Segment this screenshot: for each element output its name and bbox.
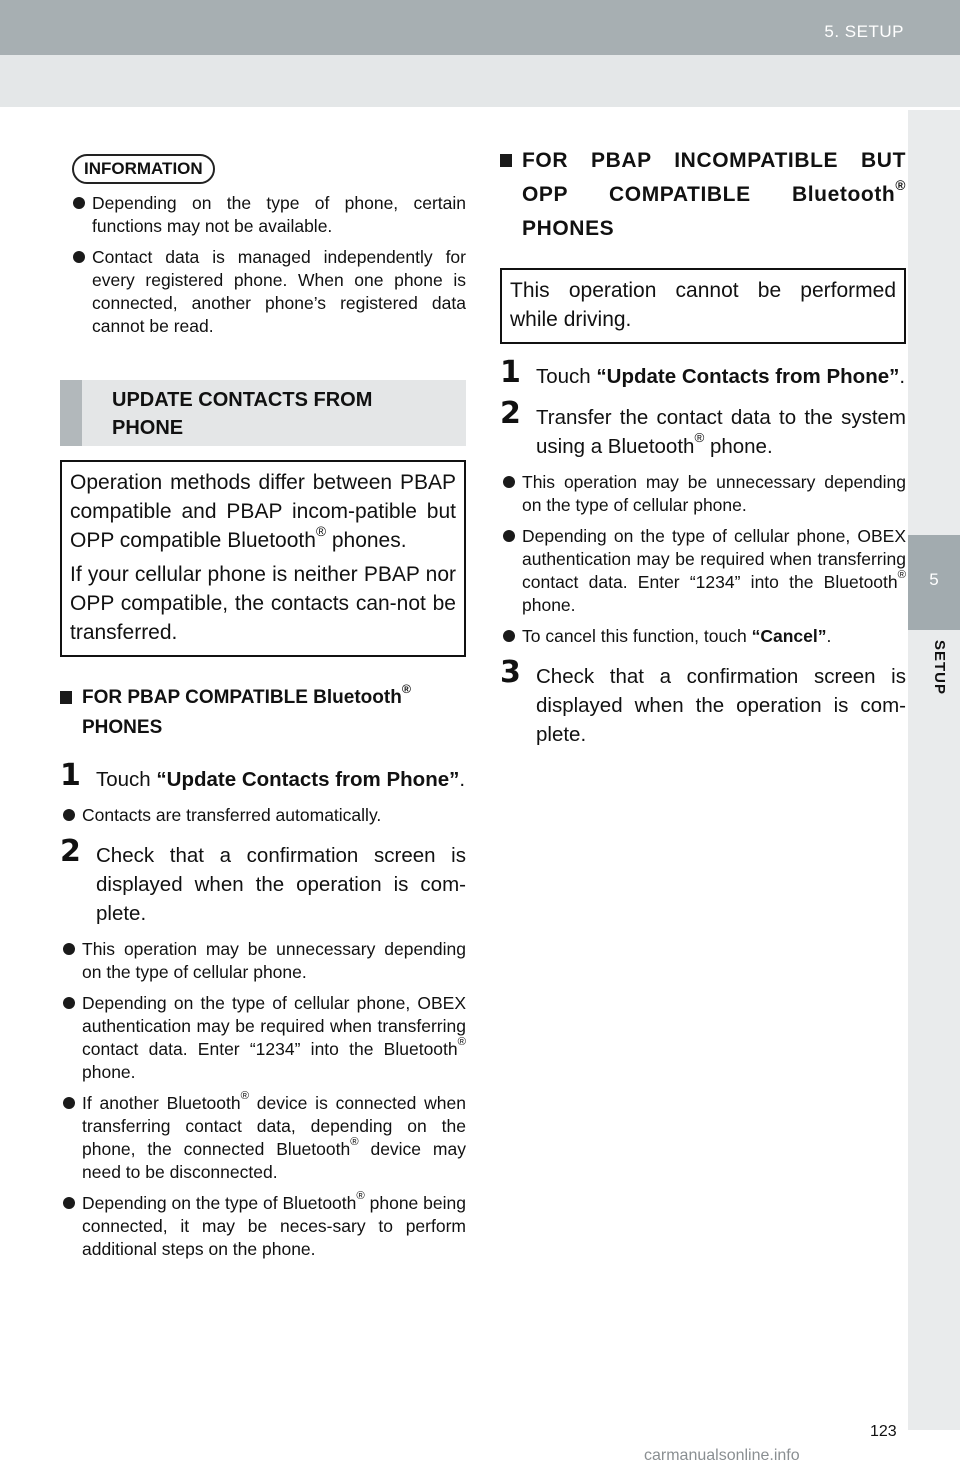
- page-number: 123: [870, 1423, 897, 1440]
- pbap-note: This operation may be unnecessary depending on the type of cellular phone.: [60, 938, 466, 984]
- pbap-step-1: 1 Touch “Update Contacts from Phone”.: [60, 758, 466, 793]
- bullet-icon: [63, 809, 75, 821]
- opp-note: This operation may be unnecessary depending on the type of cellular phone.: [500, 471, 906, 517]
- square-bullet-icon: [500, 154, 512, 167]
- section-heading: [60, 380, 466, 446]
- bullet-icon: [503, 530, 515, 542]
- pbap-step-1-note: Contacts are transferred automatically.: [60, 804, 466, 827]
- bullet-icon: [63, 1097, 75, 1109]
- information-bullet: Depending on the type of phone, certain functions may not be available.: [70, 192, 466, 238]
- step-number: 1: [500, 355, 521, 390]
- opp-step-2: 2 Transfer the contact data to the system using a Bluetooth® phone.: [500, 396, 906, 458]
- information-label: INFORMATION: [72, 154, 215, 184]
- bullet-icon: [503, 476, 515, 488]
- opp-step-1: 1 Touch “Update Contacts from Phone”.: [500, 355, 906, 390]
- warning-box: [500, 268, 906, 344]
- section-title: UPDATE CONTACTS FROM PHONE: [112, 389, 373, 439]
- opp-heading: FOR PBAP INCOMPATIBLE BUT OPP COMPATIBLE Bluetooth® PHONES: [500, 144, 906, 246]
- warning-text: This operation cannot be performed while driving.: [510, 279, 896, 331]
- opp-note: To cancel this function, touch “Cancel”.: [500, 625, 906, 648]
- opp-step-3: 3 Check that a confirmation screen is displayed when the operation is com-plete.: [500, 655, 906, 746]
- chapter-tab-label: SETUP: [931, 640, 948, 696]
- pbap-heading: FOR PBAP COMPATIBLE Bluetooth® PHONES: [60, 683, 466, 743]
- side-strip: [908, 110, 960, 1430]
- bullet-icon: [73, 251, 85, 263]
- step-number: 2: [500, 396, 521, 431]
- square-bullet-icon: [60, 691, 72, 704]
- information-bullet: Contact data is managed independently for every registered phone. When one phone is connected, another phone’s registered data cannot be read.: [70, 246, 466, 338]
- watermark: carmanualsonline.info: [644, 1447, 800, 1464]
- pbap-note: Depending on the type of Bluetooth® phone being connected, it may be neces-sary to perform additional steps on the phone.: [60, 1192, 466, 1261]
- pbap-step-2: 2 Check that a confirmation screen is displayed when the operation is com-plete.: [60, 834, 466, 925]
- step-number: 3: [500, 655, 521, 690]
- bullet-icon: [63, 997, 75, 1009]
- header-band: [0, 0, 960, 55]
- bullet-icon: [73, 197, 85, 209]
- bullet-icon: [63, 943, 75, 955]
- information-box: [60, 154, 466, 338]
- section-stripe: [60, 380, 82, 446]
- header-subband: [0, 55, 960, 107]
- pbap-note: If another Bluetooth® device is connected when transferring contact data, depending on the phone, the connected Bluetooth® device may need to be disconnected.: [60, 1092, 466, 1184]
- intro-box: [60, 460, 466, 657]
- chapter-title: 5. SETUP: [824, 22, 904, 41]
- intro-paragraph: If your cellular phone is neither PBAP nor OPP compatible, the contacts can-not be transferred.: [70, 563, 456, 644]
- opp-note: Depending on the type of cellular phone, OBEX authentication may be required when transferring contact data. Enter “1234” into the Bluetooth® phone.: [500, 525, 906, 617]
- intro-paragraph: Operation methods differ between PBAP compatible and PBAP incom-patible but OPP compatible Bluetooth® phones.: [70, 471, 456, 552]
- left-column: [60, 150, 466, 1261]
- step-number: 2: [60, 834, 81, 869]
- chapter-tab-number: 5: [929, 570, 939, 589]
- bullet-icon: [503, 630, 515, 642]
- step-number: 1: [60, 758, 81, 793]
- pbap-note: Depending on the type of cellular phone, OBEX authentication may be required when transferring contact data. Enter “1234” into the Bluetooth® phone.: [60, 992, 466, 1084]
- right-column: [500, 144, 906, 749]
- bullet-icon: [63, 1197, 75, 1209]
